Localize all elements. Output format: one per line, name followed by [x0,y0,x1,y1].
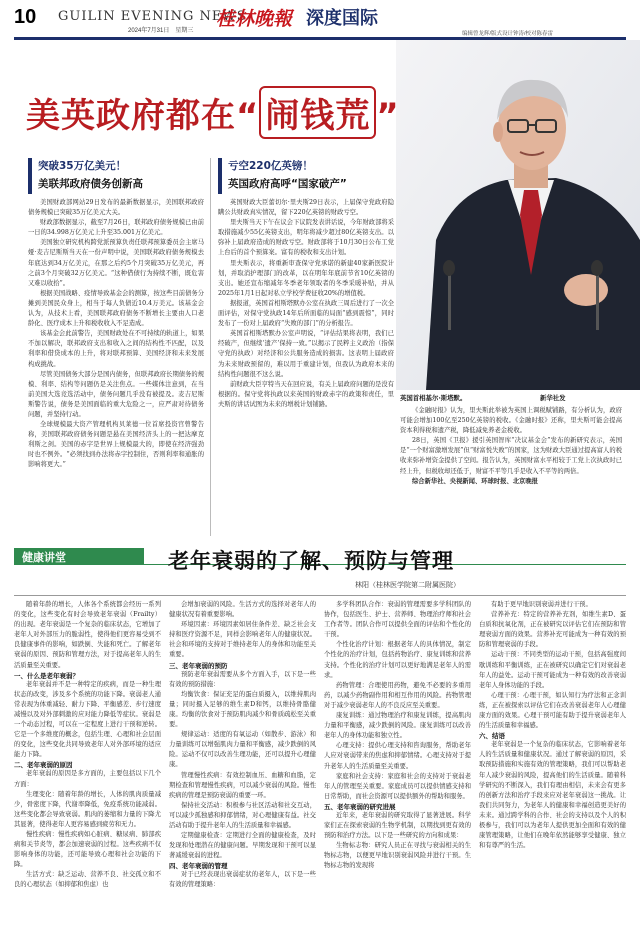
paragraph: 有助于更早地识别衰弱并进行干预。 [491,601,592,608]
left-subhead-2: 美联邦政府债务创新高 [38,178,143,190]
section-heading: 三、老年衰弱的预防 [169,661,228,670]
newspaper-logo: 桂林晚報 [216,8,293,30]
starmer-photo [396,40,640,390]
headline-highlight: 闹钱荒 [259,86,376,139]
paragraph: 药物管理：合理使用药物，避免不必要的多重用药，以减少药物副作用和相互作用的风险。药物管理对于减少衰弱老年人的不良反应至关重要。 [324,681,471,709]
article-source: 综合新华社、央视新闻、环球时报、北京晚报 [412,477,538,485]
headline-part2: ” [376,96,400,136]
health-column-1 [14,600,161,922]
paragraph: 会增加衰弱的风险。生活方式的选择对老年人的健康状况有着重要影响。 [169,601,316,619]
paragraph: 运动干预：不同类型的运动干预，包括高强度间歇训练和平衡训练，正在被研究以确定它们对衰弱老年人的益处。运动干预可能成为一种有效的改善衰弱老年人身体功能的手段。 [479,651,626,689]
paragraph: 康复训练：通过物理治疗和康复训练，提高肌肉力量和平衡感，减少跌倒的风险。康复训练可以改善老年人的身体功能和独立性。 [324,712,471,740]
paragraph: 均衡饮食：保证充足的蛋白质摄入，以维持肌肉量；同时摄入足够的维生素D和钙，以维持骨骼健康。均衡的饮食对于预防肌肉减少和骨质疏松至关重要。 [169,690,316,729]
paragraph: 营养补充：特定的营养补充剂，如维生素D、蛋白质和抗氧化剂，正在被研究以评估它们在预防和管理衰弱方面的效果。营养补充可能成为一种有效的预防和管理衰弱的手段。 [479,611,626,649]
paragraph: 里夫斯当天下午在议会下议院发表讲话说，今年财政部将采取措施减少55亿英镑支出，明年将减少超过80亿英镑支出。以弥补上届政府造成的财政亏空。财政部将于10月30日公布工党上台后的首个预算案。富有的税收和支出计划。 [218,219,394,257]
paragraph: 尽管美国债务大部分是国内债务，但联邦政府长期债务的规模、利率、结构等问题仍是关注焦点。一些媒体注意到，在当前美国大选竞选活动中，债务问题几乎没有被提及。麦吉尼斯斯警告说，债务是美国面临的重大危险之一，应严肃对待债务问题，并坚持行动。 [28,370,204,418]
paragraph: 生活方式：缺乏运动、营养不良、社交孤立和不良的心理状态（如抑郁和焦虑）也 [14,871,161,889]
health-column-2 [169,600,316,922]
section-heading: 四、老年衰弱的管理 [169,862,228,871]
paragraph: 英国首相斯塔默办公室声明说，“评估结果将表明，我们已经破产，但继续‘遗产’保持一致。”以揭示了民粹主义政治（指保守党的执政）对经济和公共服务造成的损害。这表明上届政府为未来财政预留的，难以用于重建计划，但我认为政府本来的结构性问题很不这么说。 [218,330,394,378]
paragraph: 全球规模最大资产管理机构贝莱德一位首席投资官曾警告称，美国联邦政府债务问题是悬在美国经济头上的一把达摩克利斯之剑。美国的赤字是世界上规模最大的，即使在经济强劲时也不例外。“必须找到办法将赤字控制住，否则利率和通胀的影响将更大。” [28,421,204,469]
middle-subhead-bar [218,158,222,194]
paragraph: 美国财政部网站29日发布的最新数据显示，美国联邦政府债务规模已突破35万亿美元大关。 [28,199,204,217]
paragraph: 保持社交活动：积极参与社区活动和社交互动，可以减少孤独感和抑郁情绪，对心理健康有益。社交活动有助于提升老年人的生活质量和幸福感。 [169,801,316,829]
paragraph: 心理支持：提供心理支持和咨询服务，帮助老年人应对衰弱带来的焦虑和抑郁情绪。心理支持对于提升老年人的生活质量至关重要。 [324,742,471,770]
paragraph: 慢性疾病：慢性疾病如心脏病、糖尿病、肺部疾病和关节炎等，都会加速衰弱的过程。这些疾病不仅影响身体的功能，还可能导致心理和社会功能的下降。 [14,830,161,869]
paragraph: 《金融时报》认为，里夫斯此举被为英国上调税赋铺路，有分析认为，政府可能会增加100亿至250亿英镑的税收。《金融时报》还称，里夫斯可能会提高资本利得税和遗产税，降低减免养老金税收。 [400,407,622,435]
paragraph: 里夫斯表示，将重新审查保守党承诺的新建40家新医院计划，并取消护理部门的改革，以在明年年底前节省10亿英镑的支出。她还宣布缩减年冬季老年领取者的冬季采暖补贴，并从2025年1月1日起对私立学校学费征收20%的增值税。 [218,259,394,297]
right-article-continuation [400,406,622,536]
health-tag: 健康讲堂 [22,551,66,564]
paragraph: 定期健康检查：定期进行全面的健康检查，及时发现和处理潜在的健康问题。早期发现和干预可以显著减缓衰弱的进程。 [169,832,316,860]
middle-subhead-2: 英国政府高呼“国家破产” [228,178,347,190]
paragraph: 心理干预：心理干预，如认知行为疗法和正念训练，正在被探索以评估它们在改善衰弱老年人心理健康方面的效果。心理干预可能有助于提升衰弱老年人的生活质量和幸福感。 [479,691,626,730]
health-column-4 [479,600,626,922]
paragraph: 该基金会此前警告，美国财政处在不可持续的轨道上，如果不加以解决，联邦政府支出和收入之间的结构性不匹配，以及利率和借贷成本的上升，将对联邦预算、美国经济和未来发展构成挑战。 [28,330,204,368]
middle-subhead-1: 亏空220亿英镑！ [228,160,313,172]
paragraph: 预防老年衰弱需要从多个方面入手，以下是一些有效的预防措施： [169,670,316,688]
paragraph: 28日，英国《卫报》援引英国智库“决议基金会”发布的新研究表示，英国是“一个财富激增发展”但“财富悦失败”的国家，这为财政大臣通过提高富人的税收来弥补增资金提供了空间。报告认为，英国财富水平相较于工党上次执政时已经上升，但税收却还低于，财富不平等几乎是收入不平等的两倍。 [400,437,622,475]
left-subhead-bar [28,158,32,194]
starmer-photo-illustration [396,40,640,390]
photo-caption: 英国首相基尔·斯塔默。 [400,394,467,402]
paragraph: 随着年龄的增长，人体各个系统都会经历一系列的变化，这些变化有时会导致老年衰弱（Frailty）的出现。老年衰弱是一个复杂的临床状态，它增加了老年人对外部压力的脆弱性，使得他们更容易受到不良健康事件的影响，如跌倒、失能和死亡。了解老年衰弱的原因、预防和管理方法，对于提高老年人的生活质量至关重要。 [14,601,161,669]
section-heading: 二、老年衰弱的原因 [14,761,73,770]
paragraph: 近年来，老年衰弱的研究取得了显著进展。科学家们正在探索衰弱的生物学机制，以期找到更有效的预防和治疗方法。以下是一些研究的方向和成果： [324,811,471,840]
headline-part1: 美英政府都在“ [26,96,260,136]
main-headline [26,86,400,139]
newspaper-english-title: GUILIN EVENING NEWS [58,9,247,24]
issue-date: 2024年7月31日 星期三 [128,28,194,34]
left-article-body [28,198,204,538]
paragraph: 生物标志物：研究人员正在寻找与衰弱相关的生物标志物，以便更早地识别衰弱风险并进行干预。生物标志物的发现将 [324,842,471,870]
left-subhead-1: 突破35万亿美元！ [38,160,127,172]
paragraph: 美国独立研究机构跨党派预算负责任联邦预算委员会主席马娅·麦吉尼斯斯当天在一份声明中说，美国联邦政府债务规模去年底达到34万亿美元，在那之后约5个月突破35万亿美元，再之前3个月突破32万亿美元。“这种借债行为持续不断，既危害又难以收拾”。 [28,239,204,287]
paragraph: 生理变化：随着年龄的增长，人体的肌肉质量减少，骨密度下降，代谢率降低，免疫系统功能减弱。这些变化都会导致衰弱。肌肉的萎缩和力量的下降尤其显著，使得老年人更容易感到疲劳和无力。 [14,790,161,828]
paragraph: 英国财政大臣蕾切尔·里夫斯29日表示，上届保守党政府隐瞒公共财政真实情况，留下220亿英镑的财政亏空。 [218,199,394,217]
section-heading: 五、老年衰弱的研究进展 [324,802,396,811]
paragraph: 财政部数据显示，截至7月26日，联邦政府债务规模已由前一日的34.998万亿美元上升至35.001万亿美元。 [28,219,204,237]
paragraph: 家庭和社会支持：家庭和社会的支持对于衰弱老年人的管理至关重要。家庭成员可以提供情感支持和日常帮助，而社会资源可以提供额外的帮助和服务。 [324,772,471,800]
middle-article-body [218,198,394,538]
paragraph: 规律运动：适度的有氧运动（如散步、游泳）和力量训练可以增强肌肉力量和平衡感，减少跌倒的风险。运动不仅可以改善生理功能，还可以提升心理健康。 [169,731,316,769]
health-title: 老年衰弱的了解、预防与管理 [168,548,454,573]
section-title: 深度国际 [306,8,378,29]
section-heading: 一、什么是老年衰弱？ [14,671,79,680]
health-divider [14,595,626,596]
editor-credits: 编辑曾龙辉/版式设计钟涛/校对陈春雷 [462,31,554,37]
paragraph: 管理慢性疾病：有效控制血压、血糖和血脂，定期检查和管理慢性疾病，可以减少衰弱的风险。慢性疾病的管理是预防衰弱的重要一环。 [169,771,316,799]
paragraph: 据报道，英国首相斯塔默办公室在执政三周后进行了一次全面评估，对保守党执政14年后所面临的局面“感到震惊”，同时发布了一份对上届政府“失败的部门”的分析报告。 [218,299,394,328]
section-heading: 六、结语 [479,732,505,741]
health-byline: 林阳（桂林医学院第二附属医院） [355,581,460,589]
paragraph: 老年衰弱是一个复杂的临床状态，它影响着老年人的生活质量和健康状况。通过了解衰弱的原因，采取预防措施和实施有效的管理策略，我们可以帮助老年人减少衰弱的风险，提高他们的生活质量。随着科学研究的不断深入，我们有理由相信，未来会有更多的创新方法和治疗手段来应对老年衰弱这一挑战。让我们共同努力，为老年人的健康和幸福创造更美好的未来。通过跨学科的合作、社会的支持以及个人的积极参与，我们可以为老年人提供更加全面和有效的健康管理策略，让他们在晚年依然能够享受健康、独立和有尊严的生活。 [479,741,626,850]
paragraph: 个性化治疗计划：根据老年人的具体情况，制定个性化的治疗计划，包括药物治疗、康复训练和营养支持。个性化的治疗计划可以更好地满足老年人的需求。 [324,641,471,679]
page-number: 10 [14,6,37,28]
paragraph: 老年衰弱的原因是多方面的，主要包括以下几个方面： [14,770,161,788]
paragraph: 对于已经表现出衰弱症状的老年人，以下是一些有效的管理策略： [169,871,316,889]
paragraph: 老年衰弱并不是一种特定的疾病，而是一种生理状态的改变，涉及多个系统的功能下降。衰弱老人通常表现为体重减轻、耐力下降、平衡感差、步行速度减慢以及对外部刺激的应对能力降低等症状。衰弱是一个动态过程，可以在一定程度上进行干预和逆转。它是一个多维度的概念，包括生理、心理和社会层面的变化，这些变化共同导致老年人对外部环境的适应能力下降。 [14,680,161,759]
photo-credit: 新华社发 [540,394,566,402]
health-column-3 [324,600,471,922]
column-divider [210,158,211,536]
paragraph: 环境因素：环境因素如居住条件差、缺乏社会支持和医疗资源不足，同样会影响老年人的健康状况。社会和环境的支持对于维持老年人的身体和功能至关重要。 [169,621,316,659]
paragraph: 根据美国战略、疫情导致基金会的测算，按这些目前债务分摊到美国民众身上，相当于每人负债近10.4万美元。该基金会认为，从技术上看，美国联邦政府债务不断增长主要由人口老龄化、医疗成本上升和税收收入不足造成。 [28,289,204,328]
paragraph: 多学科团队合作：衰弱的管理需要多学科团队的协作，包括医生、护士、营养师、物理治疗师和社会工作者等。团队合作可以提供全面的评估和个性化的干预。 [324,601,471,639]
paragraph: 前财政大臣亨特当天在回应说，有关上届政府问题的是没有根据的。保守党将执政以来英国的财政赤字的政策和责任，里夫斯的讲话试图为未来的增税计划铺路。 [218,380,394,408]
